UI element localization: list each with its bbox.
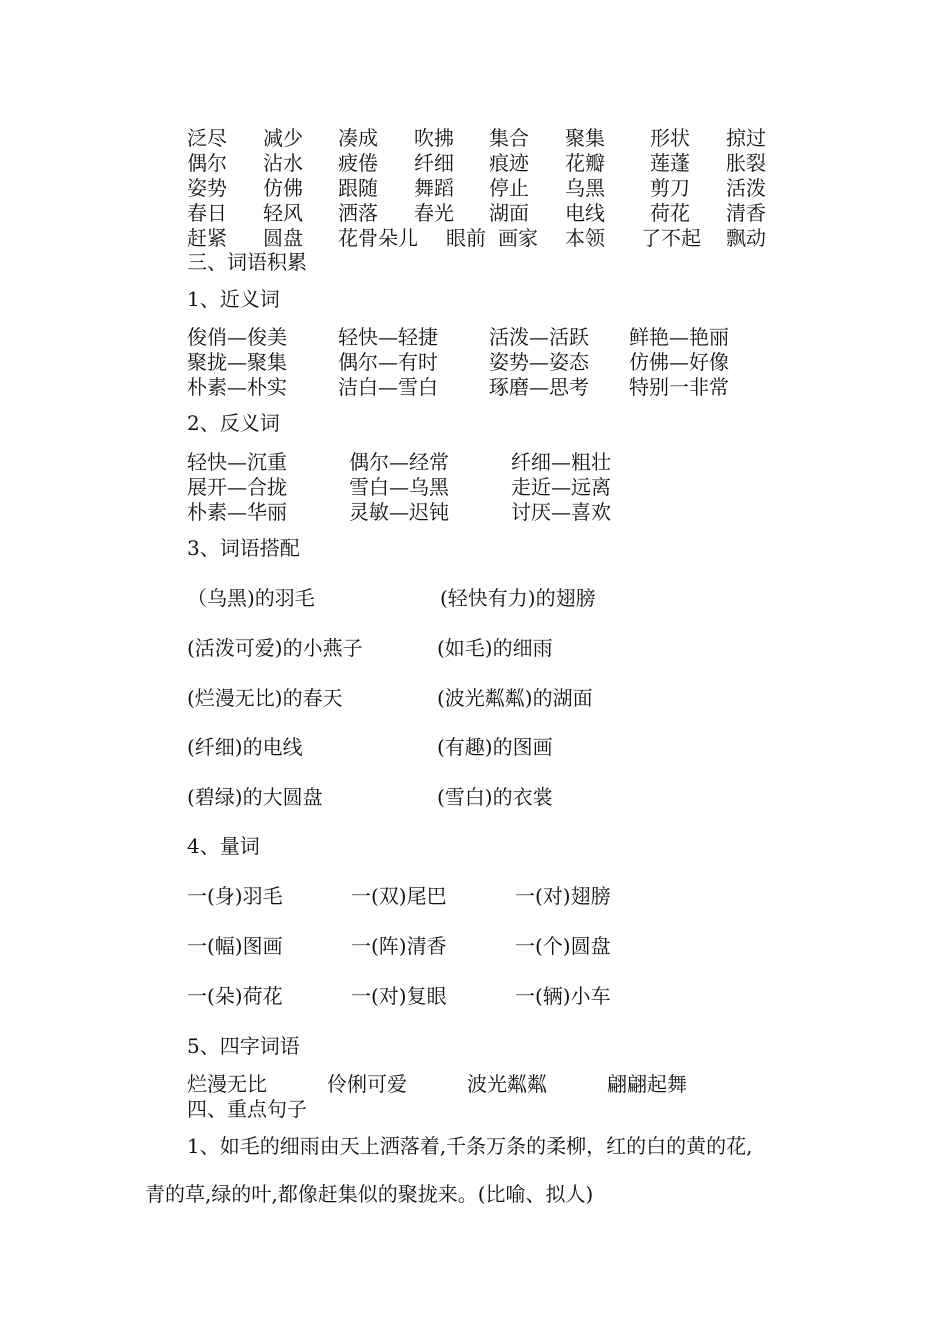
word-grid-cell: 聚集 xyxy=(565,126,605,150)
measure-word-item: 一(对)复眼 xyxy=(351,984,447,1008)
collocation-item: (轻快有力)的翅膀 xyxy=(440,586,596,610)
word-grid-cell: 凑成 xyxy=(338,126,378,150)
word-grid-cell: 清香 xyxy=(726,201,766,225)
measure-words-title: 4、量词 xyxy=(187,834,260,858)
word-grid-cell: 集合 xyxy=(489,126,529,150)
collocation-item: (波光粼粼)的湖面 xyxy=(437,686,593,710)
word-grid-cell: 了不起 xyxy=(641,226,701,250)
word-grid-cell: 剪刀 xyxy=(650,176,690,200)
word-grid-cell: 形状 xyxy=(650,126,690,150)
measure-word-item: 一(个)圆盘 xyxy=(515,934,611,958)
word-grid-cell: 花骨朵儿 xyxy=(338,226,418,250)
word-grid-cell: 吹拂 xyxy=(414,126,454,150)
measure-word-item: 一(对)翅膀 xyxy=(515,884,611,908)
synonym-pair: 特别一非常 xyxy=(629,375,729,399)
word-grid-cell: 乌黑 xyxy=(565,176,605,200)
word-grid-cell: 花瓣 xyxy=(565,151,605,175)
measure-word-item: 一(朵)荷花 xyxy=(187,984,283,1008)
word-grid-cell: 仿佛 xyxy=(263,176,303,200)
word-grid-cell: 湖面 xyxy=(489,201,529,225)
measure-word-item: 一(辆)小车 xyxy=(515,984,611,1008)
word-grid-cell: 减少 xyxy=(263,126,303,150)
word-grid-cell: 掠过 xyxy=(726,126,766,150)
word-grid-cell: 痕迹 xyxy=(489,151,529,175)
antonym-pair: 雪白—乌黑 xyxy=(349,475,449,499)
word-grid-cell: 莲蓬 xyxy=(650,151,690,175)
word-grid-cell: 洒落 xyxy=(338,201,378,225)
word-grid-cell: 活泼 xyxy=(726,176,766,200)
word-grid-cell: 画家 xyxy=(498,226,538,250)
synonym-pair: 轻快—轻捷 xyxy=(338,325,438,349)
word-grid-cell: 泛尽 xyxy=(187,126,227,150)
collocation-item: (纤细)的电线 xyxy=(187,735,303,759)
synonym-pair: 偶尔—有时 xyxy=(338,350,438,374)
synonym-pair: 俊俏—俊美 xyxy=(187,325,287,349)
word-grid-cell: 舞蹈 xyxy=(414,176,454,200)
word-grid-cell: 偶尔 xyxy=(187,151,227,175)
antonyms-title: 2、反义词 xyxy=(187,411,280,435)
antonym-pair: 偶尔—经常 xyxy=(349,450,449,474)
collocation-item: (雪白)的衣裳 xyxy=(437,785,553,809)
four-char-word: 烂漫无比 xyxy=(187,1072,267,1096)
key-sentence-line-2: 青的草,绿的叶,都像赶集似的聚拢来。(比喻、拟人) xyxy=(145,1182,594,1206)
collocation-item: (碧绿)的大圆盘 xyxy=(187,785,323,809)
word-grid-cell: 春光 xyxy=(414,201,454,225)
word-grid-cell: 停止 xyxy=(489,176,529,200)
synonym-pair: 琢磨—思考 xyxy=(489,375,589,399)
antonym-pair: 灵敏—迟钝 xyxy=(349,500,449,524)
word-grid-cell: 飘动 xyxy=(726,226,766,250)
word-grid-cell: 沾水 xyxy=(263,151,303,175)
measure-word-item: 一(身)羽毛 xyxy=(187,884,283,908)
word-grid-cell: 电线 xyxy=(565,201,605,225)
synonym-pair: 洁白—雪白 xyxy=(338,375,438,399)
synonym-pair: 活泼—活跃 xyxy=(489,325,589,349)
measure-word-item: 一(幅)图画 xyxy=(187,934,283,958)
four-char-title: 5、四字词语 xyxy=(187,1034,300,1058)
four-char-word: 翩翩起舞 xyxy=(607,1072,687,1096)
word-grid-cell: 疲倦 xyxy=(338,151,378,175)
section-4-title: 四、重点句子 xyxy=(187,1097,307,1121)
key-sentence-line-1: 1、如毛的细雨由天上洒落着,千条万条的柔柳，红的白的黄的花, xyxy=(187,1134,753,1158)
collocation-item: （乌黑)的羽毛 xyxy=(187,586,315,610)
synonym-pair: 姿势—姿态 xyxy=(489,350,589,374)
four-char-word: 伶俐可爱 xyxy=(327,1072,407,1096)
measure-word-item: 一(阵)清香 xyxy=(351,934,447,958)
word-grid-cell: 荷花 xyxy=(650,201,690,225)
word-grid-cell: 春日 xyxy=(187,201,227,225)
synonym-pair: 仿佛—好像 xyxy=(629,350,729,374)
antonym-pair: 走近—远离 xyxy=(511,475,611,499)
measure-word-item: 一(双)尾巴 xyxy=(351,884,447,908)
synonym-pair: 鲜艳—艳丽 xyxy=(629,325,729,349)
word-grid-cell: 姿势 xyxy=(187,176,227,200)
word-grid-cell: 轻风 xyxy=(263,201,303,225)
word-grid-cell: 胀裂 xyxy=(726,151,766,175)
collocation-item: (如毛)的细雨 xyxy=(437,636,553,660)
antonym-pair: 轻快—沉重 xyxy=(187,450,287,474)
antonym-pair: 朴素—华丽 xyxy=(187,500,287,524)
collocation-item: (有趣)的图画 xyxy=(437,735,553,759)
word-grid-cell: 纤细 xyxy=(414,151,454,175)
collocation-item: (活泼可爱)的小燕子 xyxy=(187,636,363,660)
word-grid-cell: 圆盘 xyxy=(263,226,303,250)
section-3-title: 三、词语积累 xyxy=(187,250,307,274)
synonym-pair: 朴素—朴实 xyxy=(187,375,287,399)
word-grid-cell: 本领 xyxy=(565,226,605,250)
antonym-pair: 讨厌—喜欢 xyxy=(511,500,611,524)
collocation-item: (烂漫无比)的春天 xyxy=(187,686,343,710)
word-grid-cell: 眼前 xyxy=(446,226,486,250)
synonyms-title: 1、近义词 xyxy=(187,287,280,311)
synonym-pair: 聚拢—聚集 xyxy=(187,350,287,374)
antonym-pair: 展开—合拢 xyxy=(187,475,287,499)
word-grid-cell: 赶紧 xyxy=(187,226,227,250)
four-char-word: 波光粼粼 xyxy=(467,1072,547,1096)
collocation-title: 3、词语搭配 xyxy=(187,536,300,560)
word-grid-cell: 跟随 xyxy=(338,176,378,200)
antonym-pair: 纤细—粗壮 xyxy=(511,450,611,474)
